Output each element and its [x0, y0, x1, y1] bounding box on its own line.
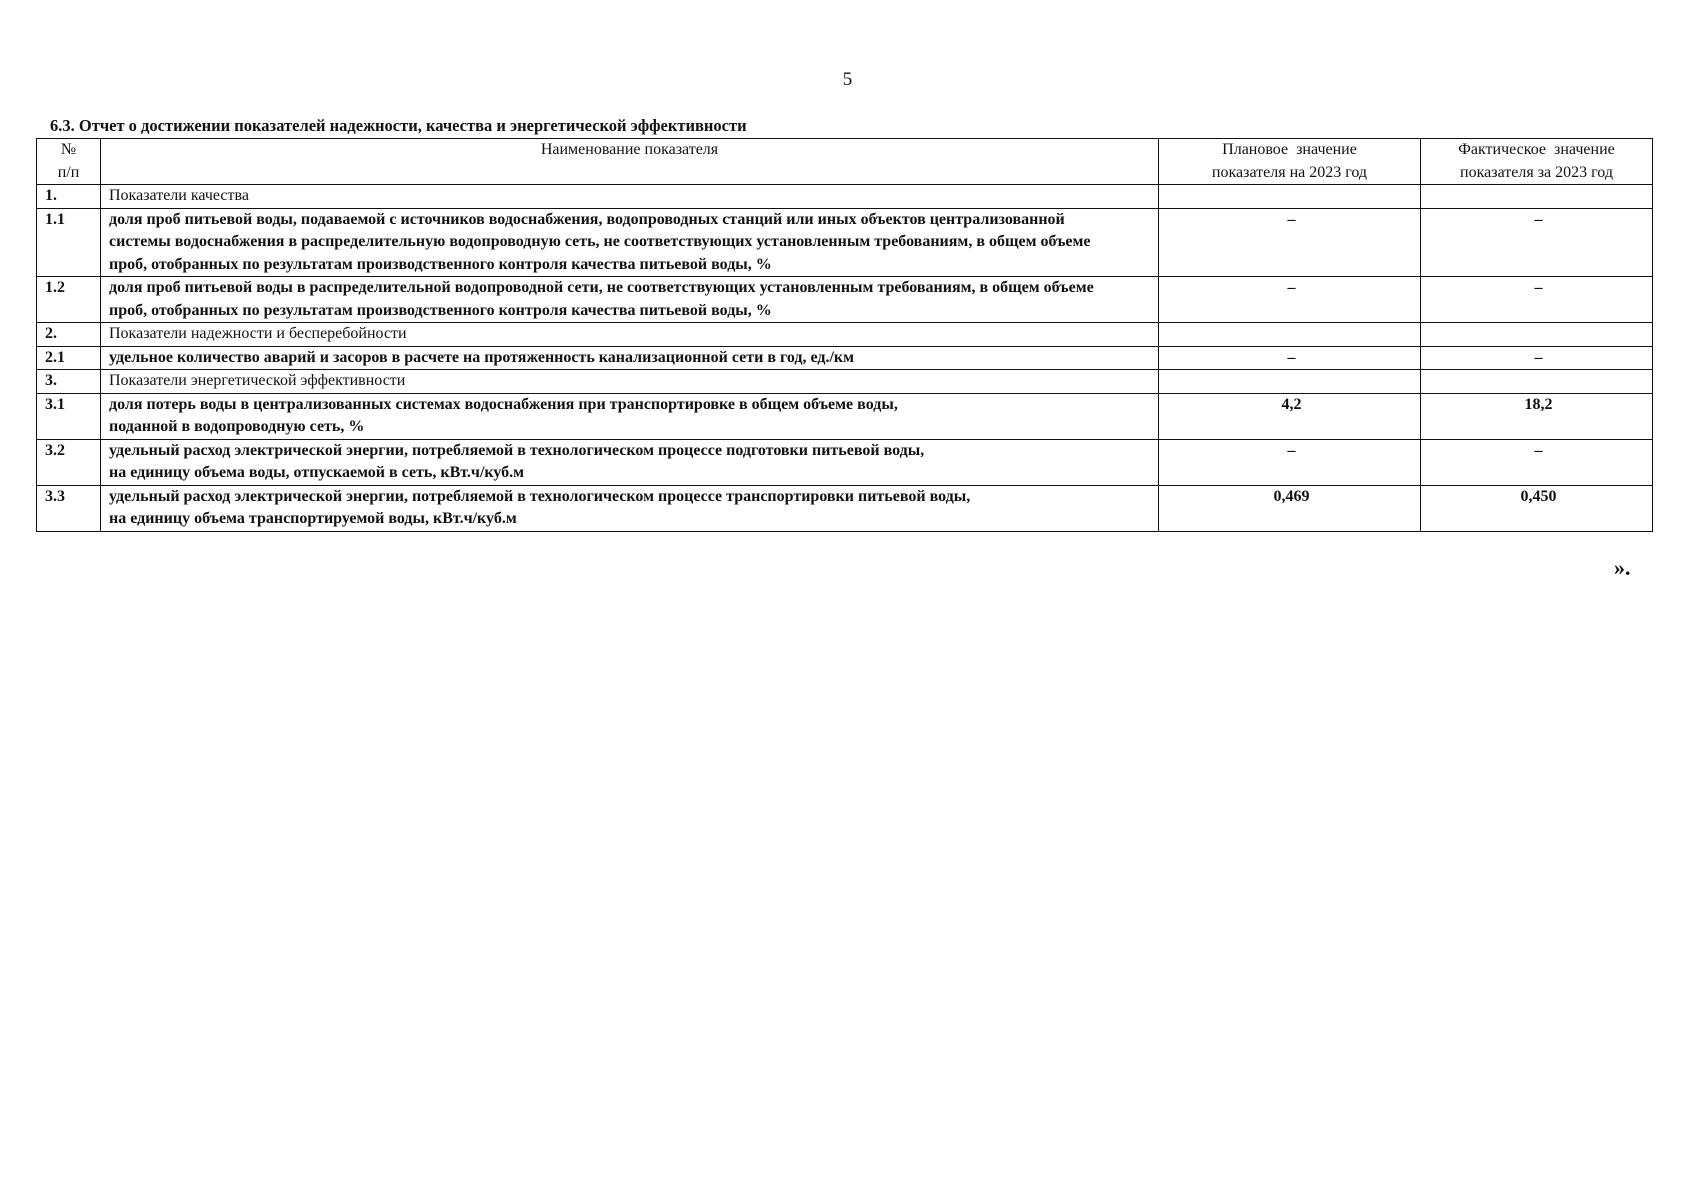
row-num: 3.3	[37, 485, 101, 531]
row-name	[101, 393, 1159, 439]
row-plan	[1159, 323, 1421, 347]
header-fact-line1: Фактическое значение	[1458, 141, 1615, 158]
row-fact	[1421, 185, 1653, 209]
table-row	[37, 393, 1653, 439]
row-plan: 0,469	[1159, 485, 1421, 531]
header-num-line2: п/п	[57, 163, 80, 181]
row-num: 1.1	[37, 208, 101, 277]
row-num: 1.	[37, 185, 101, 209]
indicators-table	[36, 138, 1653, 532]
row-fact: –	[1421, 346, 1653, 370]
row-name: доля проб питьевой воды в распределительной водопроводной сети, не соответствующих установленным требованиям, в общем объеме проб, отобранных по результатам производственного контроля качества питьевой воды, %	[101, 277, 1159, 323]
header-fact	[1421, 139, 1653, 185]
header-name	[101, 139, 1159, 185]
row-plan: –	[1159, 346, 1421, 370]
header-fact-line2: показателя за 2023 год	[1460, 163, 1613, 181]
table-row	[37, 185, 1653, 209]
row-plan: –	[1159, 277, 1421, 323]
section-title: 6.3. Отчет о достижении показателей надежности, качества и энергетической эффективности	[50, 116, 747, 135]
row-num: 2.	[37, 323, 101, 347]
header-num	[37, 139, 101, 185]
table-row	[37, 439, 1653, 485]
row-plan: 4,2	[1159, 393, 1421, 439]
page-number: 5	[842, 69, 853, 90]
header-plan	[1159, 139, 1421, 185]
row-name: Показатели качества	[101, 185, 1159, 209]
row-fact	[1421, 323, 1653, 347]
row-name: доля проб питьевой воды, подаваемой с источников водоснабжения, водопроводных станций или иных объектов централизованной системы водоснабжения в распределительную водопроводную сеть, не соответствующих установленным требованиям, в общем объеме проб, отобранных по результатам производственного контроля качества питьевой воды, %	[101, 208, 1159, 277]
row-fact: 18,2	[1421, 393, 1653, 439]
row-name: Показатели энергетической эффективности	[101, 370, 1159, 394]
row-fact: 0,450	[1421, 485, 1653, 531]
table-header-row	[37, 139, 1653, 185]
table-row	[37, 370, 1653, 394]
table-row	[37, 485, 1653, 531]
header-name-text: Наименование показателя	[540, 141, 719, 158]
row-name: удельное количество аварий и засоров в расчете на протяженность канализационной сети в год, ед./км	[101, 346, 1159, 370]
header-num-line1: №	[60, 141, 77, 158]
table-row	[37, 323, 1653, 347]
row-name-line1: удельный расход электрической энергии, потребляемой в технологическом процессе подготовки питьевой воды,	[109, 441, 925, 459]
row-plan: –	[1159, 439, 1421, 485]
row-num: 3.2	[37, 439, 101, 485]
row-fact: –	[1421, 208, 1653, 277]
row-plan	[1159, 370, 1421, 394]
row-plan	[1159, 185, 1421, 209]
row-name-line2: поданной в водопроводную сеть, %	[109, 418, 365, 435]
table-row	[37, 277, 1653, 323]
row-name-line1: удельный расход электрической энергии, потребляемой в технологическом процессе транспортировки питьевой воды,	[109, 487, 971, 505]
table-row	[37, 346, 1653, 370]
row-name	[101, 485, 1159, 531]
row-name: Показатели надежности и бесперебойности	[101, 323, 1159, 347]
row-fact: –	[1421, 439, 1653, 485]
row-name-line2: на единицу объема воды, отпускаемой в сеть, кВт.ч/куб.м	[109, 464, 525, 481]
row-num: 1.2	[37, 277, 101, 323]
row-num: 2.1	[37, 346, 101, 370]
header-plan-line1: Плановое значение	[1222, 141, 1357, 158]
row-name-line1: доля потерь воды в централизованных системах водоснабжения при транспортировке в общем объеме воды,	[109, 395, 898, 413]
header-plan-line2: показателя на 2023 год	[1211, 163, 1368, 181]
row-fact	[1421, 370, 1653, 394]
row-fact: –	[1421, 277, 1653, 323]
row-name	[101, 439, 1159, 485]
table-row	[37, 208, 1653, 277]
closing-quote-mark: ».	[1614, 555, 1631, 580]
row-name-line2: на единицу объема транспортируемой воды, кВт.ч/куб.м	[109, 510, 517, 527]
row-num: 3.	[37, 370, 101, 394]
row-num: 3.1	[37, 393, 101, 439]
row-plan: –	[1159, 208, 1421, 277]
